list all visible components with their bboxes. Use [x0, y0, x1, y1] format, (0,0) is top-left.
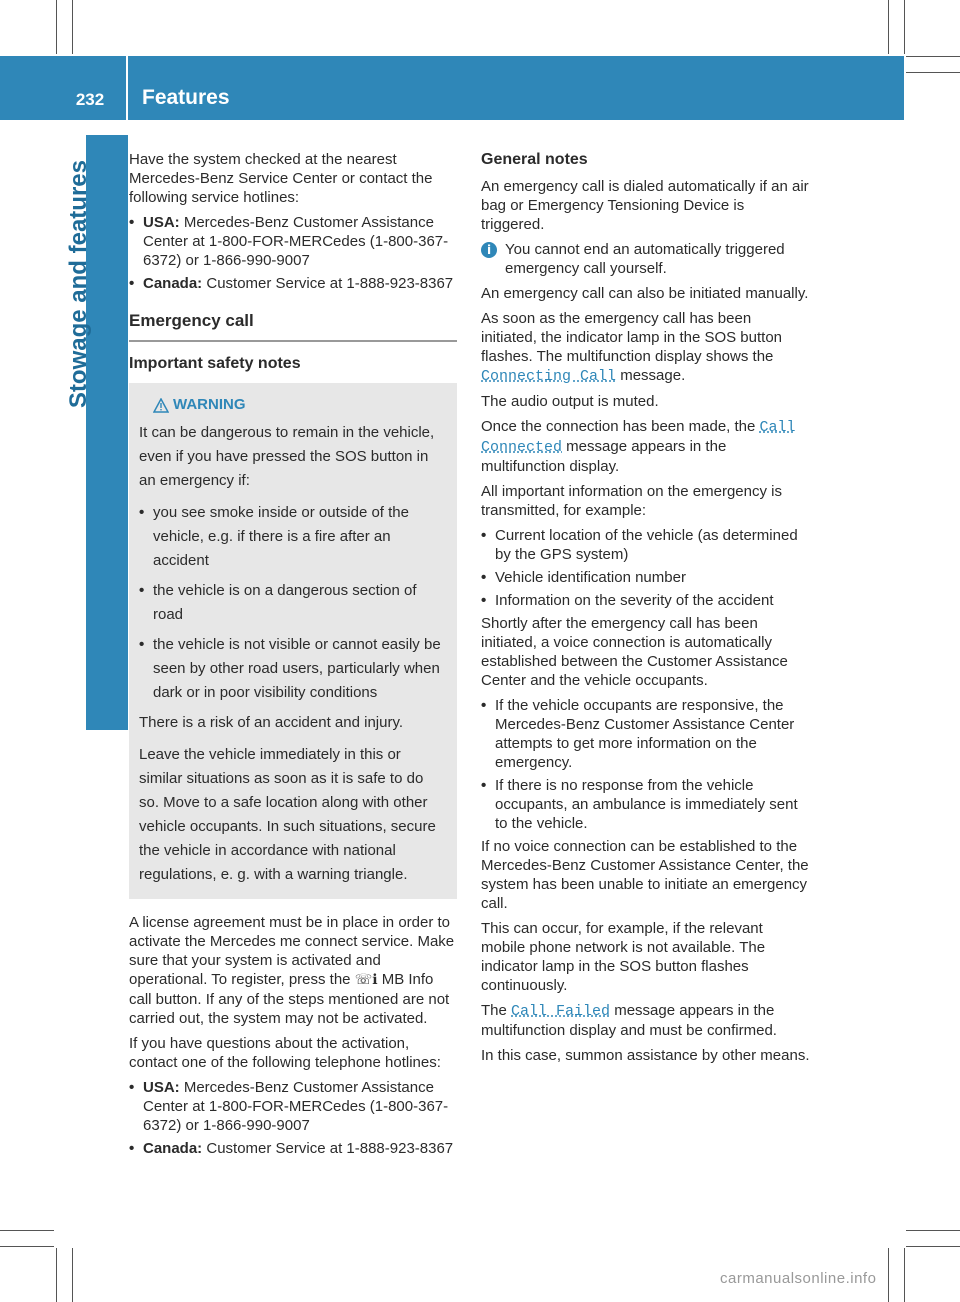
crop-mark	[904, 0, 905, 54]
crop-mark	[0, 1246, 54, 1247]
paragraph: This can occur, for example, if the relevant mobile phone network is not available. The indicator lamp in the SOS button flashes continuously.	[481, 920, 766, 994]
list-item: • USA: Mercedes-Benz Customer Assistance Center at 1-800-FOR-MERCedes (1-800-367-6372) or 1-866-990-9007	[129, 1078, 457, 1135]
list-item: • Current location of the vehicle (as determined by the GPS system)	[481, 526, 811, 564]
list-item: • the vehicle is not visible or cannot easily be seen by other road users, particularly when dark or in poor visibility conditions	[139, 633, 447, 705]
intro-text: Have the system checked at the nearest Mercedes-Benz Service Center or contact the following service hotlines:	[129, 151, 433, 206]
list-item: • Information on the severity of the accident	[481, 591, 811, 610]
warning-header	[153, 393, 447, 417]
list-item: • If there is no response from the vehicle occupants, an ambulance is immediately sent to the vehicle.	[481, 776, 811, 833]
crop-mark	[906, 56, 960, 57]
paragraph: Once the connection has been made, the Call Connected message appears in the multifunction display.	[481, 418, 796, 475]
section-rule	[129, 340, 457, 342]
list-item: • the vehicle is on a dangerous section of road	[139, 579, 447, 627]
crop-mark	[56, 0, 57, 54]
display-message: Call Failed	[511, 1003, 611, 1020]
page-number: 232	[75, 90, 105, 109]
heading-emergency-call: Emergency call	[129, 311, 254, 330]
warning-triangle-icon	[153, 398, 169, 413]
paragraph: All important information on the emergency is transmitted, for example:	[481, 483, 782, 519]
header-divider	[126, 56, 128, 120]
paragraph: An emergency call can also be initiated manually.	[481, 285, 809, 302]
paragraph: As soon as the emergency call has been initiated, the indicator lamp in the SOS button flashes. The multifunction display shows the Connecting Call message.	[481, 310, 783, 385]
crop-mark	[56, 1248, 57, 1302]
display-message: Call Connected	[481, 419, 796, 456]
crop-mark	[0, 1230, 54, 1231]
crop-mark	[906, 72, 960, 73]
left-column	[129, 150, 457, 1162]
side-tab-label: Stowage and features	[65, 160, 92, 409]
list-item: • you see smoke inside or outside of the vehicle, e.g. if there is a fire after an accident	[139, 501, 447, 573]
paragraph: If no voice connection can be established to the Mercedes-Benz Customer Assistance Center, the system has been unable to initiate an emergency call.	[481, 838, 809, 912]
side-tab-label-wrap	[58, 150, 100, 690]
header-bar	[0, 56, 904, 120]
display-message: Connecting Call	[481, 368, 617, 385]
questions-text: If you have questions about the activation, contact one of the following telephone hotlines:	[129, 1035, 441, 1071]
list-item: • Canada: Customer Service at 1-888-923-8367	[129, 274, 457, 293]
license-text: A license agreement must be in place in order to activate the Mercedes me connect service. Make sure that your system is activated and operational. To register, press the ☏ℹ MB Info call button. If any of the steps mentioned are not carried out, the system may not be activated.	[129, 914, 455, 1027]
info-note: i You cannot end an automatically triggered emergency call yourself.	[481, 240, 811, 278]
paragraph: In this case, summon assistance by other means.	[481, 1047, 810, 1064]
crop-mark	[72, 1248, 73, 1302]
paragraph: The Call Failed message appears in the multifunction display and must be confirmed.	[481, 1002, 777, 1039]
list-item: • USA: Mercedes-Benz Customer Assistance Center at 1-800-FOR-MERCedes (1-800-367-6372) or 1-866-990-9007	[129, 213, 457, 270]
right-column	[481, 150, 811, 1071]
heading-safety-notes: Important safety notes	[129, 355, 301, 372]
crop-mark	[888, 1248, 889, 1302]
crop-mark	[72, 0, 73, 54]
info-icon: i	[481, 242, 497, 258]
crop-mark	[888, 0, 889, 54]
crop-mark	[906, 1246, 960, 1247]
warning-intro: It can be dangerous to remain in the vehicle, even if you have pressed the SOS button in an emergency if:	[139, 424, 435, 489]
warning-title: WARNING	[173, 396, 246, 413]
list-item: • Vehicle identification number	[481, 568, 811, 587]
paragraph: The audio output is muted.	[481, 393, 659, 410]
crop-mark	[906, 1230, 960, 1231]
crop-mark	[904, 1248, 905, 1302]
warning-risk: There is a risk of an accident and injury.	[139, 714, 404, 731]
list-item: • Canada: Customer Service at 1-888-923-8367	[129, 1139, 457, 1158]
warning-box	[129, 383, 457, 899]
section-title: Features	[142, 86, 230, 109]
list-item: • If the vehicle occupants are responsive, the Mercedes-Benz Customer Assistance Center attempts to get more information on the emergency.	[481, 696, 811, 772]
warning-advice: Leave the vehicle immediately in this or similar situations as soon as it is safe to do so. Move to a safe location along with other vehicle occupants. In such situations, secure the vehicle in accordance with national regulations, e. g. with a warning triangle.	[139, 746, 436, 883]
watermark: carmanualsonline.info	[720, 1270, 877, 1287]
paragraph: Shortly after the emergency call has been initiated, a voice connection is automatically established between the Customer Assistance Center and the vehicle occupants.	[481, 615, 788, 689]
heading-general-notes: General notes	[481, 151, 588, 168]
paragraph: An emergency call is dialed automatically if an air bag or Emergency Tensioning Device is triggered.	[481, 178, 809, 233]
mb-info-call-icon: ☏ℹ	[354, 972, 378, 988]
